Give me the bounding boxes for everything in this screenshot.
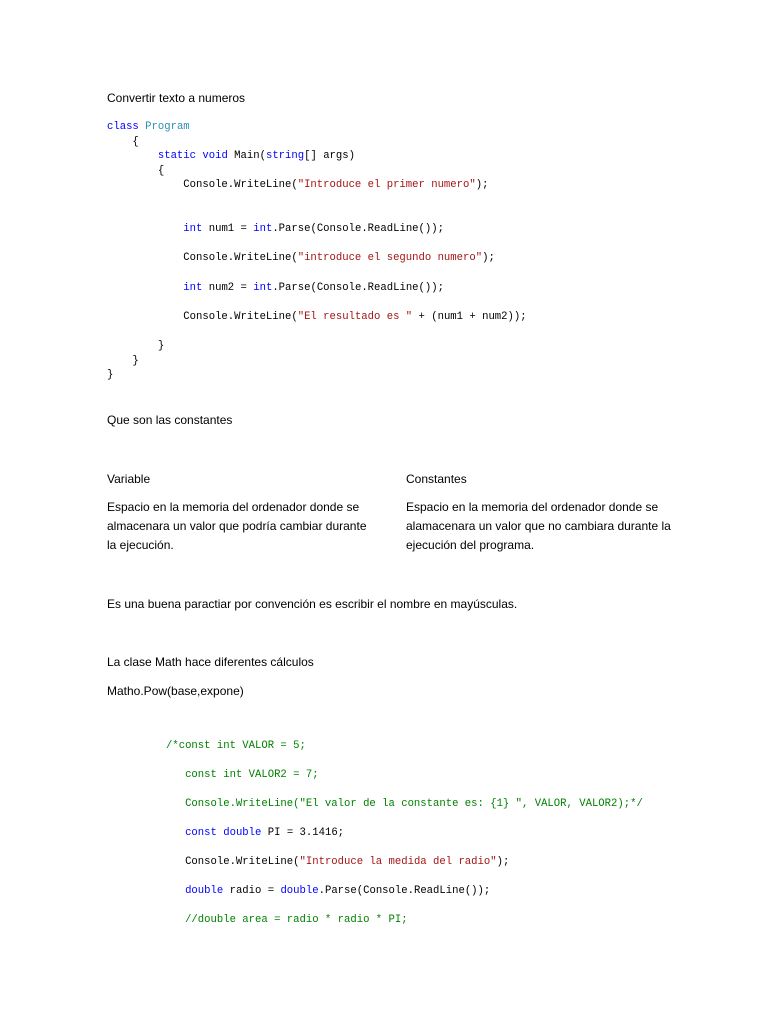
code-token: .Parse(Console.ReadLine());: [318, 885, 491, 897]
section-title: Convertir texto a numeros: [107, 91, 246, 105]
code-token: "introduce el segundo numero": [297, 252, 483, 265]
code-token: .Parse(Console.ReadLine());: [272, 281, 444, 294]
code-token: void: [202, 150, 228, 163]
code-token: PI = 3.1416;: [261, 827, 345, 839]
code-token: [166, 827, 185, 839]
code-token: );: [475, 179, 489, 192]
code-token: const: [185, 827, 217, 839]
code-token: "Introduce el primer numero": [297, 179, 476, 192]
code-token: const int VALOR2 = 7;: [166, 769, 319, 781]
code-line: [107, 120, 527, 135]
code-token: Program: [145, 121, 190, 133]
code-token: }: [107, 354, 139, 367]
code-line: [166, 768, 643, 783]
code-token: radio =: [223, 885, 281, 897]
code-line: [107, 251, 527, 266]
code-block-constants: [166, 739, 643, 928]
code-line: [107, 295, 527, 310]
code-line: [107, 237, 527, 252]
code-line: [107, 368, 527, 383]
code-token: Console.WriteLine(: [166, 856, 300, 868]
code-token: class: [107, 121, 139, 133]
math-heading: La clase Math hace diferentes cálculos: [107, 655, 314, 669]
code-line: [166, 899, 643, 914]
code-line: [107, 222, 527, 237]
code-line: [166, 855, 643, 870]
code-token: {: [107, 135, 139, 148]
code-token: "El resultado es ": [297, 310, 413, 323]
convention-note: Es una buena paractiar por convención es escribir el nombre en mayúsculas.: [107, 597, 518, 611]
code-token: }: [107, 369, 114, 382]
code-token: int: [253, 281, 273, 294]
code-token: );: [496, 856, 510, 868]
code-token: }: [107, 339, 165, 352]
constantes-description: Espacio en la memoria del ordenador donde se alamacenara un valor que no cambiara durante la ejecución del programa.: [406, 500, 671, 552]
code-token: num1 =: [202, 223, 254, 236]
code-line: [107, 339, 527, 354]
code-token: /*const int VALOR = 5;: [166, 740, 306, 752]
code-token: [107, 282, 183, 294]
math-pow-line: Matho.Pow(base,expone): [107, 684, 244, 698]
code-token: [107, 223, 183, 235]
code-token: num2 =: [202, 281, 254, 294]
code-line: [107, 281, 527, 296]
code-token: //double area = radio * radio * PI;: [166, 914, 408, 926]
code-line: [107, 164, 527, 179]
code-line: [107, 310, 527, 325]
code-line: [107, 354, 527, 369]
code-block-convert: [107, 120, 527, 383]
code-line: [107, 149, 527, 164]
code-token: Main(: [227, 150, 266, 163]
code-token: "Introduce la medida del radio": [299, 856, 497, 868]
constants-heading: Que son las constantes: [107, 413, 233, 427]
code-token: int: [183, 223, 203, 236]
code-token: double: [280, 885, 319, 897]
code-token: Console.WriteLine(: [107, 252, 298, 265]
code-token: Console.WriteLine(: [107, 179, 298, 192]
code-token: Console.WriteLine(: [107, 310, 298, 323]
code-line: [107, 193, 527, 208]
code-line: [166, 797, 643, 812]
code-token: [166, 885, 185, 897]
code-line: [107, 135, 527, 150]
code-line: [107, 178, 527, 193]
code-token: [] args): [304, 150, 355, 163]
code-line: [166, 739, 643, 754]
code-line: [166, 812, 643, 827]
variable-description: Espacio en la memoria del ordenador donde se almacenara un valor que podría cambiar durante la ejecución.: [107, 500, 367, 552]
code-line: [166, 754, 643, 769]
code-line: [107, 208, 527, 223]
code-line: [107, 324, 527, 339]
code-token: static: [157, 150, 197, 163]
code-line: [166, 826, 643, 841]
code-line: [107, 266, 527, 281]
code-token: int: [253, 223, 273, 236]
code-line: [166, 884, 643, 899]
code-line: [166, 913, 643, 928]
code-token: double: [185, 885, 224, 897]
constantes-heading: Constantes: [406, 472, 467, 486]
code-token: string: [265, 150, 305, 163]
code-line: [166, 783, 643, 798]
code-token: );: [482, 252, 495, 265]
code-line: [166, 870, 643, 885]
code-token: [107, 150, 158, 162]
code-line: [166, 841, 643, 856]
code-token: + (num1 + num2));: [412, 310, 527, 323]
code-token: double: [223, 827, 262, 839]
code-token: {: [107, 164, 165, 177]
variable-heading: Variable: [107, 472, 151, 486]
code-token: Console.WriteLine("El valor de la constante es: {1} ", VALOR, VALOR2);*/: [166, 798, 643, 810]
code-token: int: [183, 281, 203, 294]
code-token: .Parse(Console.ReadLine());: [272, 223, 444, 236]
